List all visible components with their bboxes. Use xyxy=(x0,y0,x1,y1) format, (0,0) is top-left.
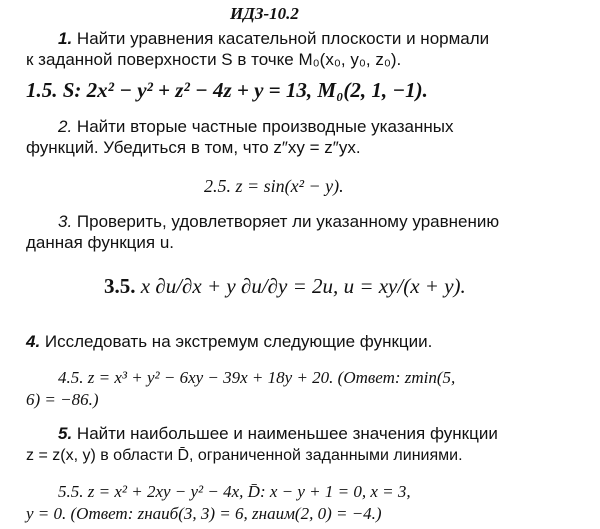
task-1-line-1 xyxy=(58,29,489,49)
page-title: ИДЗ-10.2 xyxy=(230,4,299,23)
variant-1-5: 1.5. S: 2x² − y² + z² − 4z + y = 13, M₀(2, 1, −1). xyxy=(26,78,428,102)
task-4-text-1: Исследовать на экстремум следующие функции. xyxy=(44,332,433,351)
variant-3-5 xyxy=(104,274,466,299)
task-5-line-1 xyxy=(58,424,498,444)
variant-5-5-line-1: 5.5. z = x² + 2xy − y² − 4x, D̄: x − y + 1 = 0, x = 3, xyxy=(58,482,411,501)
variant-4-5-line-1: 4.5. z = x³ + y² − 6xy − 39x + 18y + 20. (Ответ: zmin(5, xyxy=(58,368,456,387)
variant-3-5-equation: x ∂u/∂x + y ∂u/∂y = 2u, xyxy=(140,274,339,298)
variant-4-5-line-2: 6) = −86.) xyxy=(26,390,99,409)
task-2-line-2: функций. Убедиться в том, что z″xy = z″yx. xyxy=(26,138,361,157)
task-3-line-2: данная функция u. xyxy=(26,233,174,252)
task-1-line-2: к заданной поверхности S в точке M₀(x₀, y₀, z₀). xyxy=(26,50,402,69)
task-3-number: 3. xyxy=(58,212,73,231)
task-2-number: 2. xyxy=(58,117,73,136)
variant-5-5-line-2: y = 0. (Ответ: zнаиб(3, 3) = 6, zнаим(2, 0) = −4.) xyxy=(26,504,382,523)
task-5-number: 5. xyxy=(58,424,73,443)
task-3-text-1: Проверить, удовлетворяет ли указанному уравнению xyxy=(76,212,500,231)
task-2-line-1 xyxy=(58,117,453,137)
variant-3-5-function: u = xy/(x + y). xyxy=(343,274,466,298)
variant-2-5: 2.5. z = sin(x² − y). xyxy=(204,176,344,196)
task-2-text-1: Найти вторые частные производные указанных xyxy=(76,117,454,136)
task-5-line-2: z = z(x, y) в области D̄, ограниченной заданными линиями. xyxy=(26,447,463,464)
task-4-line-1 xyxy=(26,332,432,352)
task-1-text-1: Найти уравнения касательной плоскости и нормали xyxy=(76,29,490,48)
task-3-line-1 xyxy=(58,212,499,232)
task-4-number: 4. xyxy=(26,332,41,351)
task-5-text-1: Найти наибольшее и наименьшее значения функции xyxy=(76,424,498,443)
variant-3-5-number: 3.5. xyxy=(104,274,136,298)
task-1-number: 1. xyxy=(58,29,73,48)
